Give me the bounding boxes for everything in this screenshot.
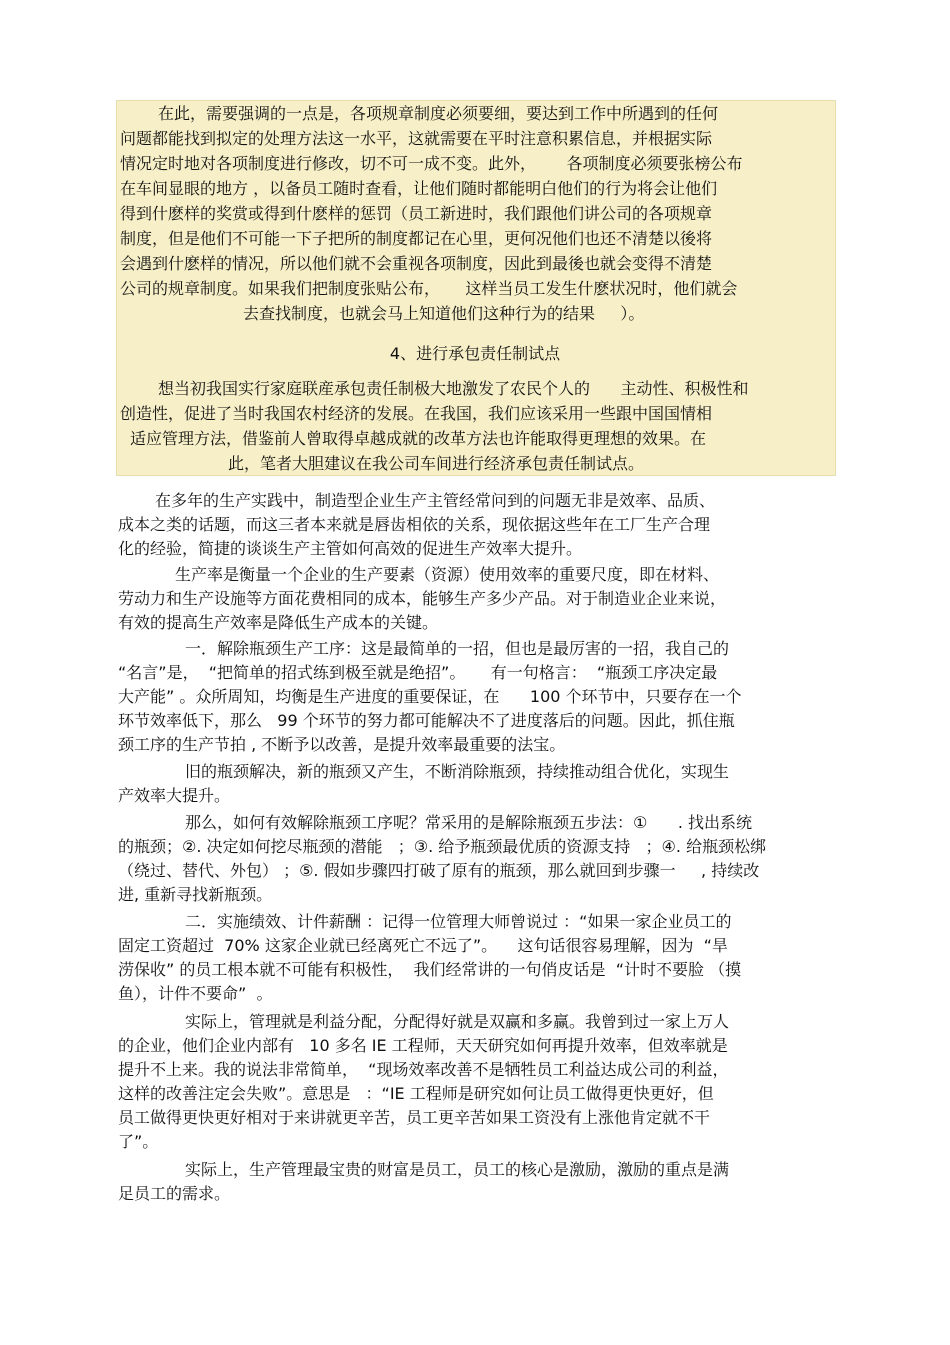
- text-line: 在此，需要强调的一点是，各项规章制度必须要细，要达到工作中所遇到的任何: [158, 104, 719, 123]
- text-line: 二．实施绩效、计件薪酬 ：记得一位管理大师曾说过 ：“如果一家企业员工的: [185, 912, 732, 931]
- text-line: 在多年的生产实践中，制造型企业生产主管经常问到的问题无非是效率、品质、: [155, 491, 716, 510]
- text-line: 去查找制度，也就会马上知道他们这种行为的结果 ）。: [243, 304, 645, 323]
- text-line: 实际上，生产管理最宝贵的财富是员工，员工的核心是激励，激励的重点是满: [185, 1160, 730, 1179]
- text-line: 得到什麽样的奖赏或得到什麽样的惩罚（员工新进时，我们跟他们讲公司的各项规章: [120, 204, 713, 223]
- text-line: 了”。: [118, 1132, 159, 1151]
- text-line: 创造性，促进了当时我国农村经济的发展。在我国，我们应该采用一些跟中国国情相: [120, 404, 713, 423]
- text-line: 固定工资超过 70% 这家企业就已经离死亡不远了”。 这句话很容易理解，因为 “旱: [118, 936, 728, 955]
- text-line: 问题都能找到拟定的处理方法这一水平，这就需要在平时注意积累信息，并根据实际: [120, 129, 713, 148]
- text-line: 产效率大提升。: [118, 786, 231, 805]
- text-line: （绕过、替代、外包） ；⑤. 假如步骤四打破了原有的瓶颈，那么就回到步骤一 , 持续改: [118, 861, 760, 880]
- text-line: 化的经验，简捷的谈谈生产主管如何高效的促进生产效率大提升。: [118, 539, 583, 558]
- text-line: 的瓶颈；②. 决定如何挖尽瓶颈的潜能 ；③. 给予瓶颈最优质的资源支持 ；④. 给瓶颈松绑: [118, 837, 767, 856]
- text-line: 提升不上来。我的说法非常简单， “现场效率改善不是牺牲员工利益达成公司的利益，: [118, 1060, 729, 1079]
- text-line: 有效的提高生产效率是降低生产成本的关键。: [118, 613, 439, 632]
- text-line: 制度，但是他们不可能一下子把所的制度都记在心里，更何况他们也还不清楚以後将: [120, 229, 713, 248]
- text-line: 的企业，他们企业内部有 10 多名 IE 工程师，天天研究如何再提升效率，但效率就是: [118, 1036, 728, 1055]
- text-line: “名言”是， “把简单的招式练到极至就是绝招”。 有一句格言： “瓶颈工序决定最: [118, 663, 718, 682]
- text-line: 想当初我国实行家庭联産承包责任制极大地激发了农民个人的 主动性、积极性和: [158, 379, 749, 398]
- text-line: 情况定时地对各项制度进行修改，切不可一成不变。此外， 各项制度必须要张榜公布: [120, 154, 743, 173]
- text-line: 在车间显眼的地方 ，以备员工随时查看，让他们随时都能明白他们的行为将会让他们: [120, 179, 718, 198]
- text-line: 这样的改善注定会失败”。意思是 ：“IE 工程师是研究如何让员工做得更快更好，但: [118, 1084, 714, 1103]
- text-line: 鱼），计件不要命” 。: [118, 984, 273, 1003]
- text-line: 劳动力和生产设施等方面花费相同的成本，能够生产多少产品。对于制造业企业来说，: [118, 589, 727, 608]
- text-line: 员工做得更快更好相对于来讲就更辛苦，员工更辛苦如果工资没有上涨他肯定就不干: [118, 1108, 711, 1127]
- text-line: 环节效率低下，那么 99 个环节的努力都可能解决不了进度落后的问题。因此，抓住瓶: [118, 711, 735, 730]
- text-line: 实际上，管理就是利益分配，分配得好就是双赢和多赢。我曾到过一家上万人: [185, 1012, 730, 1031]
- section-heading: 4、进行承包责任制试点: [389, 344, 561, 363]
- text-line: 生产率是衡量一个企业的生产要素（资源）使用效率的重要尺度，即在材料、: [175, 565, 720, 584]
- text-line: 成本之类的话题，而这三者本来就是唇齿相依的关系，现依据这些年在工厂生产合理: [118, 515, 711, 534]
- text-line: 进, 重新寻找新瓶颈。: [118, 885, 273, 904]
- text-line: 此，笔者大胆建议在我公司车间进行经济承包责任制试点。: [228, 454, 645, 473]
- text-line: 颈工序的生产节拍 , 不断予以改善，是提升效率最重要的法宝。: [118, 735, 566, 754]
- text-line: 足员工的需求。: [118, 1184, 231, 1203]
- text-line: 大产能” 。众所周知，均衡是生产进度的重要保证，在 100 个环节中，只要存在一个: [118, 687, 742, 706]
- text-line: 涝保收” 的员工根本就不可能有积极性， 我们经常讲的一句俏皮话是 “计时不要脸 （摸: [118, 960, 742, 979]
- text-line: 一．解除瓶颈生产工序：这是最简单的一招，但也是最厉害的一招，我自己的: [185, 639, 730, 658]
- text-line: 适应管理方法，借鉴前人曾取得卓越成就的改革方法也许能取得更理想的效果。在: [130, 429, 707, 448]
- text-line: 旧的瓶颈解决，新的瓶颈又产生，不断消除瓶颈，持续推动组合优化，实现生: [185, 762, 730, 781]
- text-line: 会遇到什麽样的情况，所以他们就不会重视各项制度，因此到最後也就会变得不清楚: [120, 254, 713, 273]
- text-line: 那么，如何有效解除瓶颈工序呢？常采用的是解除瓶颈五步法：① . 找出系统: [185, 813, 753, 832]
- text-line: 公司的规章制度。如果我们把制度张贴公布， 这样当员工发生什麽状况时，他们就会: [120, 279, 738, 298]
